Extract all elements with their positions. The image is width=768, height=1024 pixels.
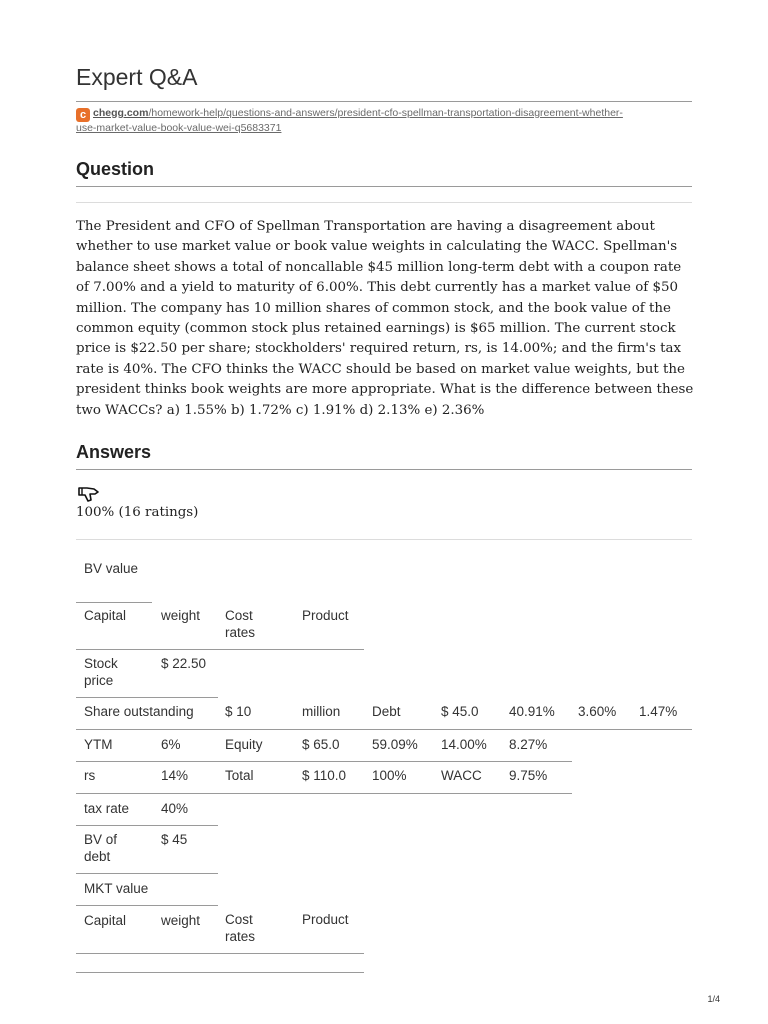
- question-heading: Question: [76, 159, 155, 179]
- table-cell: weight: [161, 913, 201, 928]
- table-cell: 8.27%: [509, 737, 548, 752]
- source-path-line1[interactable]: /homework-help/questions-and-answers/president-cfo-spellman-transportation-disagreement-whether-: [148, 107, 623, 119]
- table-cell: 100%: [372, 768, 407, 783]
- table-line: [76, 729, 692, 730]
- question-line: price is $22.50 per share; stockholders' required return, rs, is 14.00%; and the firm's tax: [76, 341, 682, 357]
- table-cell: 59.09%: [372, 737, 418, 752]
- answers-divider: [76, 469, 692, 470]
- title-divider: [76, 101, 692, 102]
- page-title: Expert Q&A: [76, 64, 198, 90]
- source-path-line2[interactable]: use-market-value-book-value-wei-q5683371: [76, 122, 282, 134]
- question-separator: [76, 202, 692, 203]
- question-line: The President and CFO of Spellman Transportation are having a disagreement about: [76, 219, 655, 234]
- table-cell: 40%: [161, 801, 189, 816]
- table-cell: 1.47%: [639, 704, 678, 719]
- table-cell: $ 22.50: [161, 656, 207, 671]
- table-cell: $ 45.0: [441, 704, 479, 719]
- table-cell: MKT value: [84, 881, 149, 896]
- table-cell: WACC: [441, 768, 482, 783]
- table-cell: Capital: [84, 608, 127, 623]
- table-cell: weight: [161, 608, 201, 623]
- source-domain[interactable]: chegg.com: [93, 107, 149, 119]
- table-cell: $ 65.0: [302, 737, 340, 752]
- table-cell: $ 45: [161, 832, 188, 847]
- answers-heading: Answers: [76, 442, 152, 462]
- table-cell: $ 10: [225, 704, 252, 719]
- table-cell: Capital: [84, 913, 127, 928]
- table-cell: BV of debt: [84, 832, 118, 864]
- thumbs-down-icon[interactable]: [78, 485, 100, 503]
- question-text: [76, 217, 694, 421]
- table-line: [76, 873, 218, 874]
- table-cell: YTM: [84, 737, 113, 752]
- table-cell: 14%: [161, 768, 189, 783]
- question-line: president thinks book weights are more appropriate. What is the difference between these: [76, 382, 694, 398]
- table-cell: 40.91%: [509, 704, 555, 719]
- table-line: [76, 602, 152, 603]
- question-line: balance sheet shows a total of noncallable $45 million long-term debt with a coupon rate: [76, 259, 682, 275]
- question-line: common equity (common stock plus retained earnings) is $65 million. The current stock: [76, 321, 676, 337]
- question-line: million. The company has 10 million shares of common stock, and the book value of the: [76, 300, 671, 316]
- table-cell: 9.75%: [509, 768, 548, 783]
- question-line: of 7.00% and a yield to maturity of 6.00%. This debt currently has a market value of $50: [76, 280, 679, 296]
- question-line: two WACCs? a) 1.55% b) 1.72% c) 1.91% d) 2.13% e) 2.36%: [76, 402, 485, 418]
- table-cell: BV value: [84, 561, 139, 576]
- question-line: rate is 40%. The CFO thinks the WACC should be based on market value weights, but the: [76, 361, 685, 377]
- table-cell: tax rate: [84, 801, 130, 816]
- table-cell: Equity: [225, 737, 263, 752]
- table-cell: Total: [225, 768, 254, 783]
- table-line: [76, 697, 218, 698]
- table-line: [76, 953, 364, 954]
- table-line: [76, 972, 364, 973]
- table-cell: 3.60%: [578, 704, 617, 719]
- table-cell: Cost rates: [225, 608, 256, 640]
- rating-text: 100% (16 ratings): [76, 505, 199, 520]
- table-cell: Debt: [372, 704, 401, 719]
- table-cell: 6%: [161, 737, 181, 752]
- table-cell: Stock price: [84, 656, 118, 688]
- table-line: [76, 649, 364, 650]
- question-divider: [76, 186, 692, 187]
- rating-separator: [76, 539, 692, 540]
- table-cell: rs: [84, 768, 96, 783]
- table-cell: Product: [302, 608, 349, 623]
- table-cell: Cost rates: [225, 912, 256, 944]
- table-line: [76, 761, 572, 762]
- table-line: [76, 793, 572, 794]
- table-cell: 14.00%: [441, 737, 487, 752]
- page-indicator: 1/4: [707, 994, 720, 1004]
- table-cell: Share outstanding: [84, 704, 194, 719]
- table-cell: million: [302, 704, 341, 719]
- table-line: [76, 905, 218, 906]
- question-line: whether to use market value or book value weights in calculating the WACC. Spellman's: [76, 239, 678, 255]
- source-link[interactable]: [76, 107, 692, 135]
- chegg-logo-icon: c: [76, 108, 90, 122]
- table-cell: Product: [302, 912, 349, 927]
- table-cell: $ 110.0: [302, 768, 347, 783]
- table-line: [76, 825, 218, 826]
